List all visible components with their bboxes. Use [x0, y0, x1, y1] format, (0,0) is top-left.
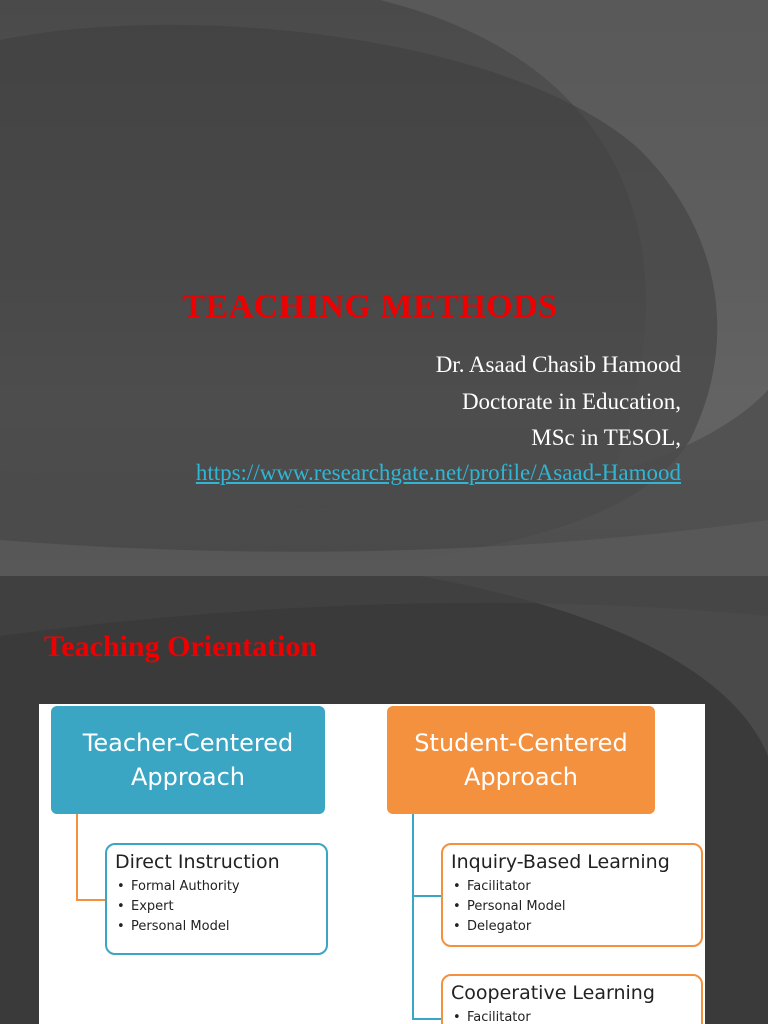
degree-line-1: Doctorate in Education,	[461, 389, 681, 414]
cooperative-learning-box	[441, 974, 703, 1024]
teacher-heading-line-2: Approach	[130, 763, 246, 791]
teacher-heading-line-1: Teacher-Centered	[82, 729, 294, 757]
box-title: Direct Instruction	[115, 851, 280, 873]
list-item: • Personal Model	[115, 917, 318, 937]
content-slide	[0, 576, 768, 1024]
inquiry-based-learning-box	[441, 843, 703, 947]
box-title: Cooperative Learning	[451, 982, 655, 1004]
list-item: • Facilitator	[451, 1008, 693, 1024]
student-heading-line-2: Approach	[463, 763, 578, 791]
teacher-centered-heading	[51, 706, 325, 814]
list-item: • Facilitator	[451, 877, 693, 897]
list-item: • Formal Authority	[115, 877, 318, 897]
slide-title: Teaching Orientation	[44, 630, 318, 663]
list-item: • Expert	[115, 897, 318, 917]
degree-line-2: MSc in TESOL,	[531, 425, 681, 450]
student-centered-heading	[387, 706, 655, 814]
author-name: Dr. Asaad Chasib Hamood	[435, 352, 681, 377]
slide-title: TEACHING METHODS	[182, 288, 558, 325]
list-item: • Personal Model	[451, 897, 693, 917]
box-title: Inquiry-Based Learning	[451, 851, 670, 873]
orientation-diagram	[39, 704, 705, 1024]
student-heading-line-1: Student-Centered	[414, 729, 628, 757]
researchgate-link[interactable]: https://www.researchgate.net/profile/Asaad-Hamood	[195, 460, 681, 485]
direct-instruction-box	[105, 843, 328, 955]
list-item: • Delegator	[451, 917, 693, 937]
